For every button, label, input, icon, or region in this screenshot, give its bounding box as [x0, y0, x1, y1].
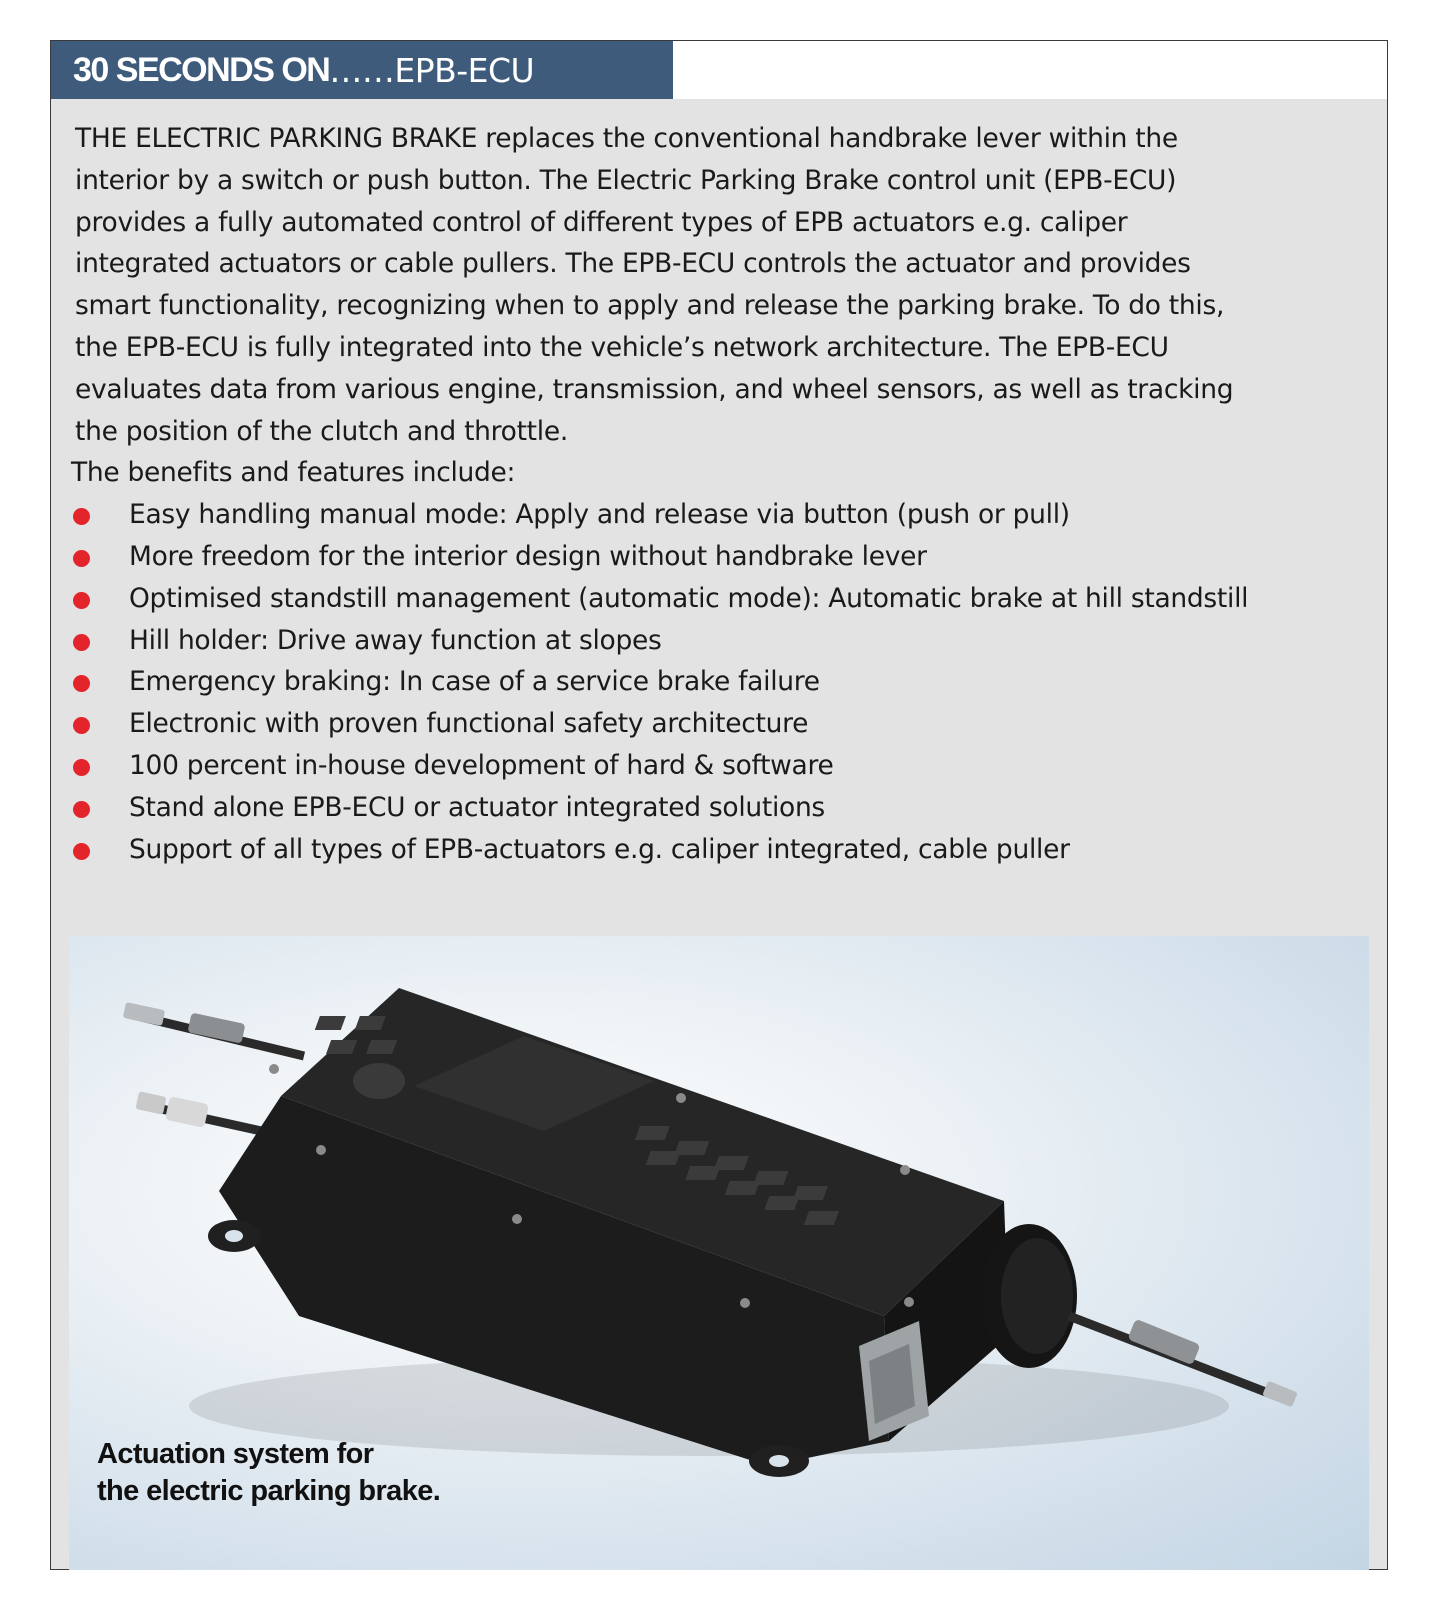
list-item: [71, 829, 1376, 871]
box-title: [51, 41, 673, 99]
intro-line-0: replaces the conventional handbrake lever within the: [477, 123, 1178, 154]
bullet-icon: [73, 550, 90, 567]
list-item: [71, 745, 1376, 787]
caption-line-2: the electric parking brake.: [97, 1475, 441, 1507]
list-item: [71, 620, 1376, 662]
title-strong: 30 SECONDS ON: [73, 50, 330, 89]
title-topic: EPB-ECU: [394, 50, 535, 90]
left-cable-upper: [123, 1002, 304, 1056]
bullet-icon: [73, 801, 90, 818]
intro-paragraph: [71, 118, 1376, 452]
list-item-text: Hill holder: Drive away function at slopes: [129, 624, 662, 656]
list-item-text: Stand alone EPB-ECU or actuator integrated solutions: [129, 791, 825, 823]
benefits-heading: The benefits and features include:: [71, 457, 516, 489]
info-box: [50, 40, 1388, 1570]
list-item: [71, 494, 1376, 536]
list-item-text: Electronic with proven functional safety architecture: [129, 708, 809, 740]
bullet-icon: [73, 759, 90, 776]
bullet-icon: [73, 592, 90, 609]
bullet-icon: [73, 675, 90, 692]
title-dots: ……: [329, 50, 395, 90]
list-item: [71, 703, 1376, 745]
list-item: [71, 536, 1376, 578]
round-cap: [353, 1063, 405, 1099]
list-item-text: Easy handling manual mode: Apply and release via button (push or pull): [129, 499, 1070, 531]
list-item-text: 100 percent in-house development of hard & software: [129, 749, 834, 781]
article-text: [71, 118, 1376, 870]
intro-line-4: smart functionality, recognizing when to apply and release the parking brake. To do this,: [75, 290, 1225, 322]
list-item: [71, 661, 1376, 703]
list-item-text: Optimised standstill management (automatic mode): Automatic brake at hill standstill: [129, 582, 1249, 614]
list-item: [71, 578, 1376, 620]
list-item: [71, 787, 1376, 829]
bullet-icon: [73, 717, 90, 734]
box-body: [51, 99, 1387, 1569]
bullet-icon: [73, 508, 90, 525]
product-photo: [69, 936, 1369, 1570]
intro-line-3: integrated actuators or cable pullers. The EPB-ECU controls the actuator and provides: [75, 248, 1191, 280]
intro-line-7: the position of the clutch and throttle.: [75, 415, 568, 447]
list-item-text: Emergency braking: In case of a service brake failure: [129, 666, 820, 698]
caption-line-1: Actuation system for: [97, 1438, 374, 1470]
bullet-icon: [73, 634, 90, 651]
intro-line-6: evaluates data from various engine, transmission, and wheel sensors, as well as tracking: [75, 373, 1234, 405]
intro-lead: THE ELECTRIC PARKING BRAKE: [75, 123, 478, 154]
intro-line-2: provides a fully automated control of different types of EPB actuators e.g. caliper: [75, 206, 1128, 238]
list-item-text: More freedom for the interior design without handbrake lever: [129, 540, 927, 572]
bullet-icon: [73, 843, 90, 860]
benefits-list: [71, 494, 1376, 870]
list-item-text: Support of all types of EPB-actuators e.g. caliper integrated, cable puller: [129, 833, 1070, 865]
intro-line-1: interior by a switch or push button. The Electric Parking Brake control unit (EPB-ECU): [75, 164, 1177, 196]
figure-caption: [97, 1436, 440, 1510]
intro-line-5: the EPB-ECU is fully integrated into the vehicle’s network architecture. The EPB-ECU: [75, 331, 1169, 363]
